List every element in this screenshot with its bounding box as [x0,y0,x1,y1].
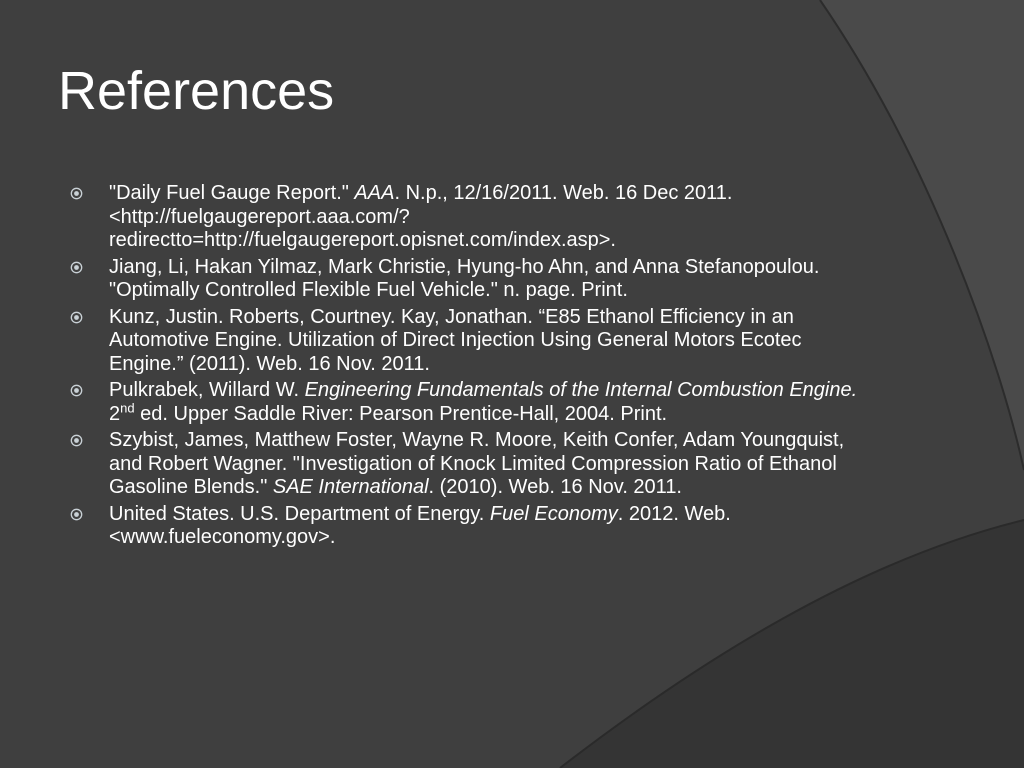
circle-target-bullet-icon [70,187,83,200]
circle-target-bullet-icon [70,434,83,447]
references-list [70,182,870,553]
reference-item [70,429,870,500]
circle-target-bullet-icon [70,384,83,397]
circle-target-bullet-icon [70,508,83,521]
reference-item [70,503,870,550]
circle-target-bullet-icon [70,311,83,324]
circle-target-bullet-icon [70,261,83,274]
reference-text: Pulkrabek, Willard W. Engineering Fundamentals of the Internal Combustion Engine. 2nd ed. Upper Saddle River: Pearson Prentice-Hall, 2004. Print. [109,379,858,425]
reference-text: "Daily Fuel Gauge Report." AAA. N.p., 12/16/2011. Web. 16 Dec 2011. <http://fuelgaugereport.aaa.com/?redirectto=http://fuelgaugereport.opisnet.com/index.asp>. [109,182,733,251]
slide-title: References [58,61,335,121]
reference-item [70,182,870,253]
reference-text: Szybist, James, Matthew Foster, Wayne R. Moore, Keith Confer, Adam Youngquist, and Robert Wagner. "Investigation of Knock Limited Compression Ratio of Ethanol Gasoline Blends." SAE International. (2010). Web. 16 Nov. 2011. [109,429,845,498]
reference-item [70,379,870,426]
reference-item [70,306,870,377]
reference-text: United States. U.S. Department of Energy. Fuel Economy. 2012. Web. <www.fueleconomy.gov>. [109,502,731,548]
reference-text: Jiang, Li, Hakan Yilmaz, Mark Christie, Hyung-ho Ahn, and Anna Stefanopoulou. "Optimally Controlled Flexible Fuel Vehicle." n. page. Print. [109,255,820,301]
reference-text: Kunz, Justin. Roberts, Courtney. Kay, Jonathan. “E85 Ethanol Efficiency in an Automotive Engine. Utilization of Direct Injection Using General Motors Ecotec Engine.” (2011). Web. 16 Nov. 2011. [109,305,802,375]
reference-item [70,256,870,303]
